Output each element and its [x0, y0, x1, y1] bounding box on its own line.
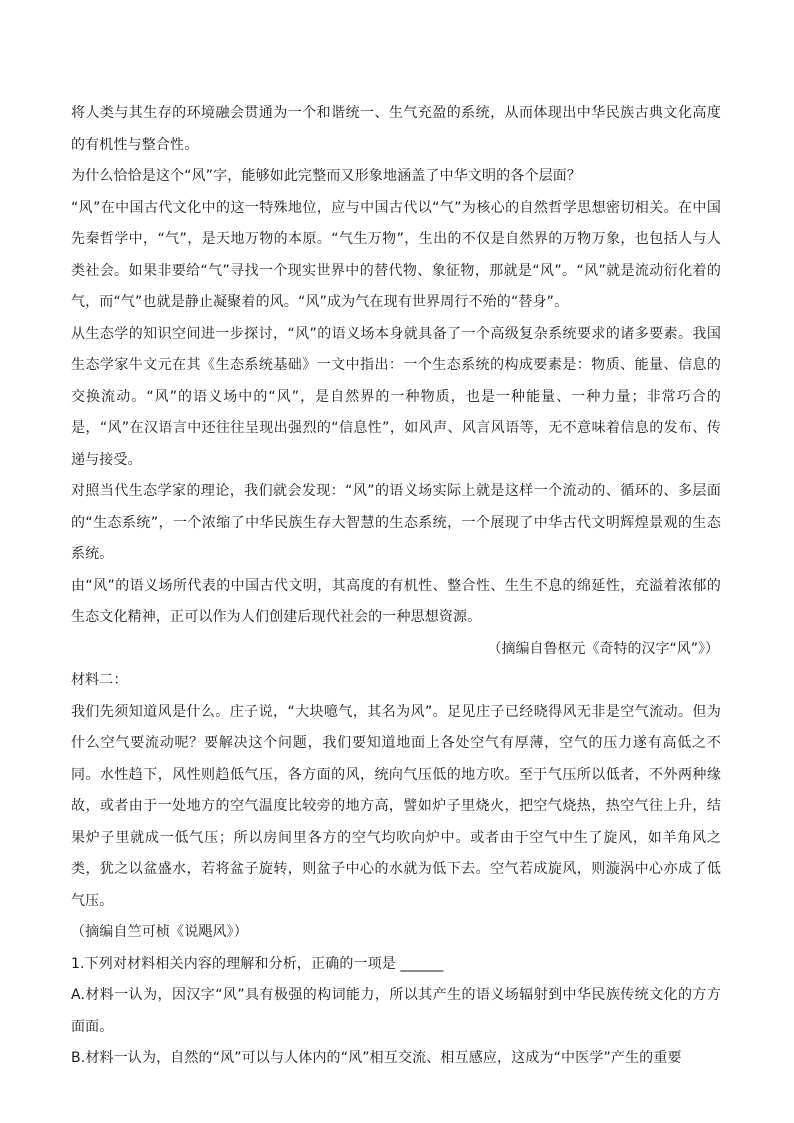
paragraph-question-why-wind: 为什么恰恰是这个“风”字，能够如此完整而又形象地涵盖了中华文明的各个层面？	[71, 168, 582, 184]
paragraph-ecosystem-comparison: 对照当代生态学家的理论，我们就会发现：“风”的语义场实际上就是这样一个流动的、循环的、多层面的“生态系统”，一个浓缩了中华民族生存大智慧的生态系统，一个展现了中华古代文明辉煌景观的生态系统。	[71, 483, 721, 562]
question-1-option-a: A.材料一认为，因汉字“风”具有极强的构词能力，所以其产生的语义场辐射到中华民族传统文化的方方面面。	[71, 987, 721, 1035]
source-citation-material2: （摘编自竺可桢《说飓风》）	[71, 924, 248, 940]
paragraph-ecology-semantic-field: 从生态学的知识空间进一步探讨，“风”的语义场本身就具备了一个高级复杂系统要求的诸多要素。我国生态学家牛文元在其《生态系统基础》一文中指出：一个生态系统的构成要素是：物质、能量、信息的交换流动。“风”的语义场中的“风”，是自然界的一种物质，也是一种能量、一种力量；非常巧合的是，“风”在汉语言中还往往呈现出强烈的“信息性”，如风声、风言风语等，无不意味着信息的发布、传递与接受。	[71, 325, 721, 468]
question-1-option-b: B.材料一认为，自然的“风”可以与人体内的“风”相互交流、相互感应，这成为“中医学”产生的重要	[71, 1050, 682, 1066]
paragraph-ecological-culture: 由“风”的语义场所代表的中国古代文明，其高度的有机性、整合性、生生不息的绵延性，充溢着浓郁的生态文化精神，正可以作为人们创建后现代社会的一种思想资源。	[71, 577, 721, 625]
question-1-stem: 1.下列对材料相关内容的理解和分析，正确的一项是 ______	[71, 955, 444, 972]
source-citation-material1: （摘编自鲁枢元《奇特的汉字“风”》）	[487, 640, 719, 657]
paragraph-wind-and-qi: “风”在中国古代文化中的这一特殊地位，应与中国古代以“气”为核心的自然哲学思想密切相关。在中国先秦哲学中，“气”，是天地万物的本原。“气生万物”，生出的不仅是自然界的万物万象，也包括人与人类社会。如果非要给“气”寻找一个现实世界中的替代物、象征物，那就是“风”。“风”就是流动衍化着的气，而“气”也就是静止凝聚着的风。“风”成为气在现有世界周行不殆的“替身”。	[71, 199, 721, 310]
paragraph-organic-integration: 将人类与其生存的环境融会贯通为一个和谐统一、生气充盈的系统，从而体现出中华民族古典文化高度的有机性与整合性。	[71, 105, 721, 153]
material2-text: 我们先须知道风是什么。庄子说，“大块噫气，其名为风”。足见庄子已经晓得风无非是空气流动。但为什么空气要流动呢？要解决这个问题，我们要知道地面上各处空气有厚薄，空气的压力遂有高低之不同。水性趋下，风性则趋低气压，各方面的风，统向气压低的地方吹。至于气压所以低者，不外两种缘故，或者由于一处地方的空气温度比较旁的地方高，譬如炉子里烧火，把空气烧热，热空气往上升，结果炉子里就成一低气压；所以房间里各方的空气均吹向炉中。或者由于空气中生了旋风，如羊角风之类，犹之以盆盛水，若将盆子旋转，则盆子中心的水就为低下去。空气若成旋风，则漩涡中心亦成了低气压。	[71, 703, 721, 909]
document-page	[71, 98, 721, 1075]
material2-heading: 材料二：	[71, 672, 128, 688]
